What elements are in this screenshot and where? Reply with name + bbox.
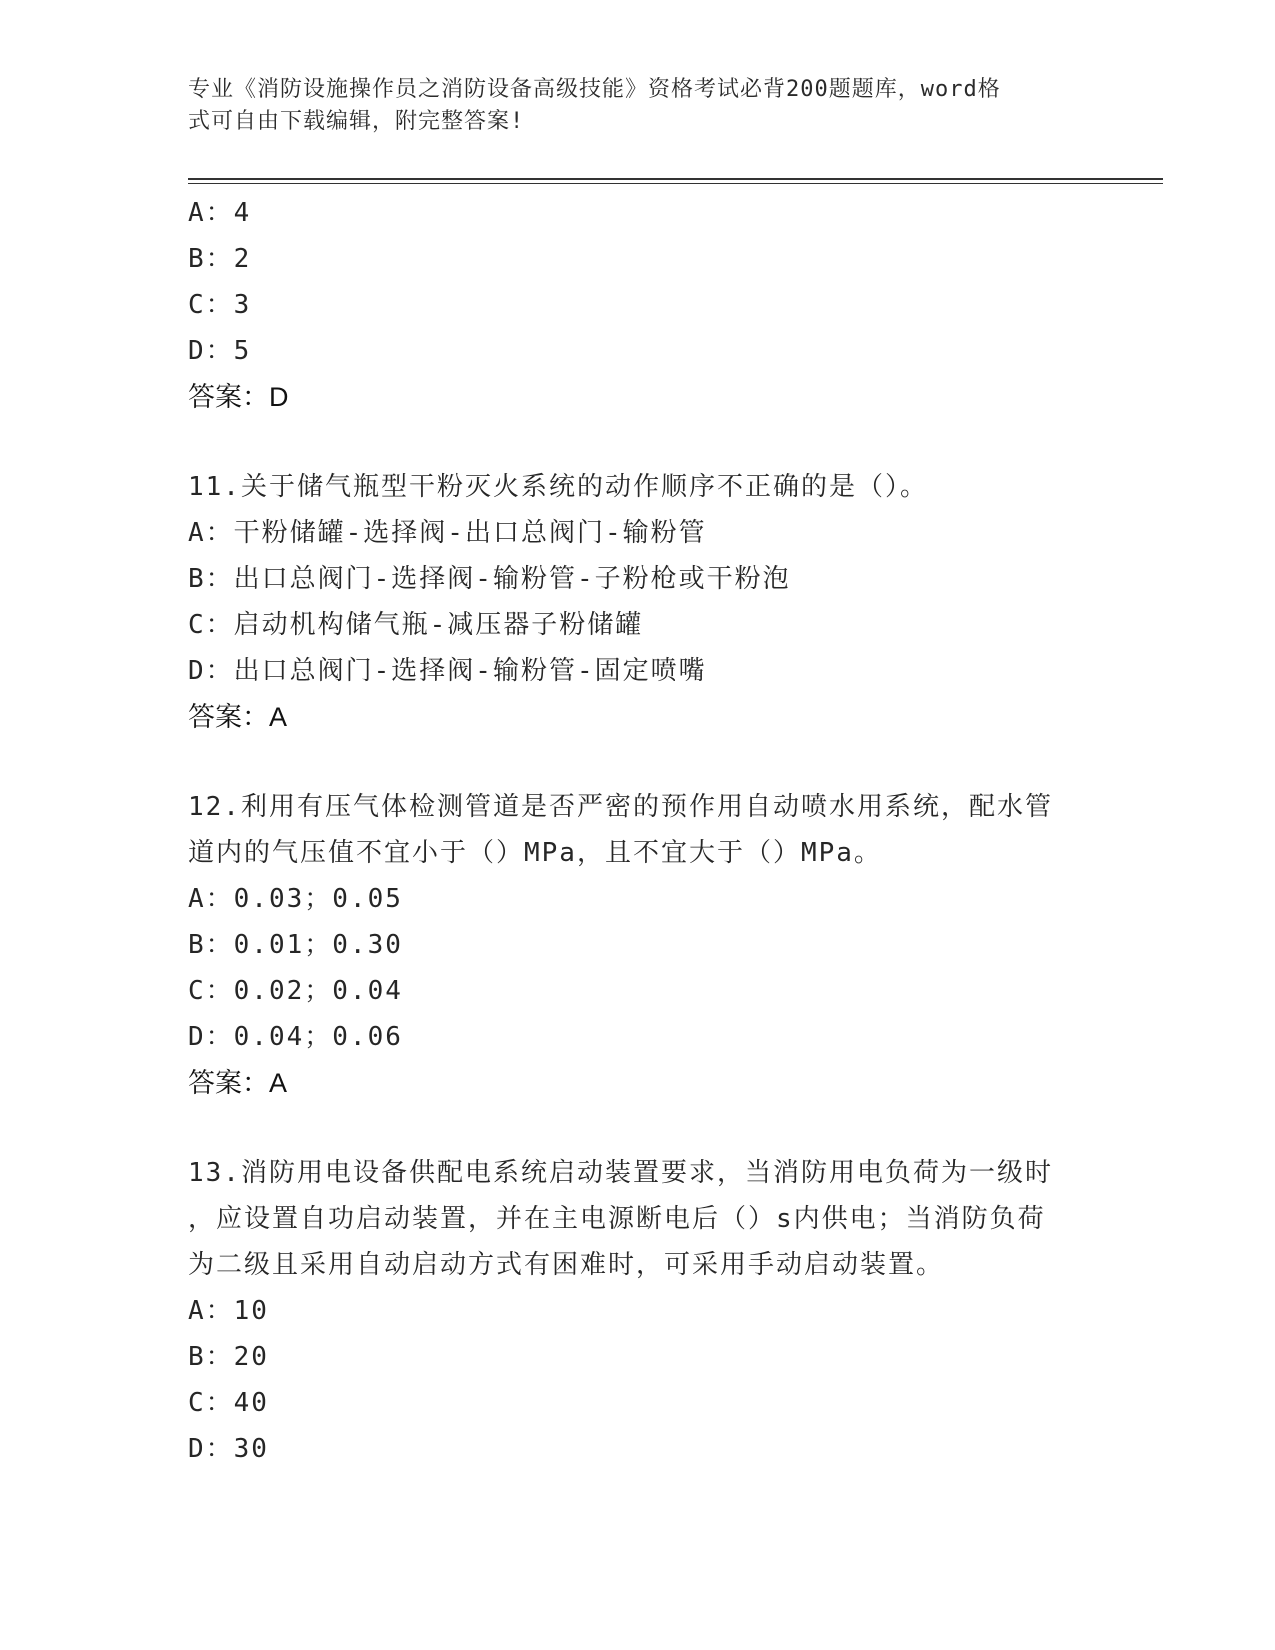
option-c: C：0.02；0.04 <box>188 976 403 1006</box>
question-13 <box>188 1150 1088 1472</box>
question-spacer <box>188 740 1088 784</box>
option-b: B：2 <box>188 244 252 274</box>
question-stem-line-1: 12.利用有压气体检测管道是否严密的预作用自动喷水用系统，配水管 <box>188 792 1053 822</box>
option-c: C：3 <box>188 290 252 320</box>
option-b: B：20 <box>188 1342 269 1372</box>
option-a: A：10 <box>188 1296 269 1326</box>
question-12 <box>188 784 1088 1106</box>
question-10 <box>188 190 1088 420</box>
header-title-line-1: 专业《消防设施操作员之消防设备高级技能》资格考试必背200题题库，word格 <box>188 77 1001 102</box>
option-a: A：4 <box>188 198 252 228</box>
question-stem: 11.关于储气瓶型干粉灭火系统的动作顺序不正确的是（）。 <box>188 472 928 502</box>
option-d: D：出口总阀门-选择阀-输粉管-固定喷嘴 <box>188 656 707 686</box>
option-b: B：出口总阀门-选择阀-输粉管-子粉枪或干粉泡 <box>188 564 791 594</box>
question-spacer <box>188 420 1088 464</box>
option-d: D：5 <box>188 336 252 366</box>
option-a: A：干粉储罐-选择阀-出口总阀门-输粉管 <box>188 518 707 548</box>
answer: 答案：D <box>188 382 289 412</box>
option-b: B：0.01；0.30 <box>188 930 403 960</box>
question-stem-line-2: 道内的气压值不宜小于（）MPa，且不宜大于（）MPa。 <box>188 838 882 868</box>
option-a: A：0.03；0.05 <box>188 884 403 914</box>
question-stem-line-1: 13.消防用电设备供配电系统启动装置要求，当消防用电负荷为一级时 <box>188 1158 1053 1188</box>
header-title-line-2: 式可自由下载编辑，附完整答案! <box>188 109 525 134</box>
option-c: C：启动机构储气瓶-减压器子粉储罐 <box>188 610 644 640</box>
header-divider-thick <box>188 178 1163 180</box>
question-stem-line-2: ，应设置自功启动装置，并在主电源断电后（）s内供电；当消防负荷 <box>188 1204 1046 1234</box>
option-d: D：0.04；0.06 <box>188 1022 403 1052</box>
answer: 答案：A <box>188 1068 288 1098</box>
option-c: C：40 <box>188 1388 269 1418</box>
question-stem-line-3: 为二级且采用自动启动方式有困难时，可采用手动启动装置。 <box>188 1250 945 1280</box>
option-d: D：30 <box>188 1434 269 1464</box>
question-spacer <box>188 1106 1088 1150</box>
header-divider-thin <box>188 183 1163 184</box>
document-header <box>188 74 1088 138</box>
question-11 <box>188 464 1088 740</box>
answer: 答案：A <box>188 702 288 732</box>
question-list <box>188 190 1088 1472</box>
